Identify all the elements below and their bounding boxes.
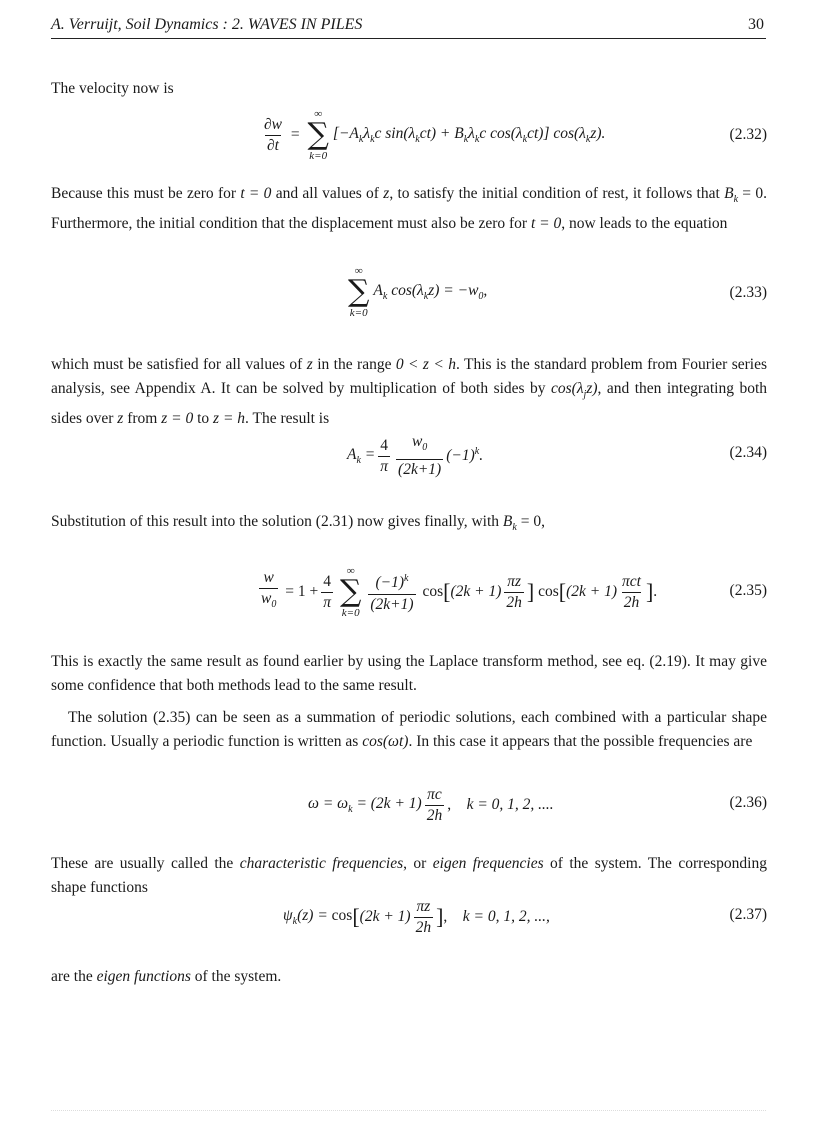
equation-number: (2.35)	[729, 582, 767, 599]
footer-divider	[51, 1110, 766, 1111]
equation-number: (2.33)	[729, 284, 767, 301]
equation-2-34	[51, 428, 767, 484]
equation-expression: [$-A_k\lambda_kc$ $\sin(\lambda_kct) + B_k\lambda_kc$ $\cos(\lambda_kct)$] $\cos(\lambda_kz)$.	[332, 124, 606, 146]
equation-body: $\frac{\partial w}{\partial t}$ = ∞ ∑ k=0 [$-A_k\lambda_kc$ $\sin(\lambda_kct) + B_k\lambda_kc$ $\cos(\lambda_kct)$] $\cos(\lambda_kz)$.	[264, 108, 606, 162]
fraction-sign-over-2k1: $\frac{(-1)^k}{(2k+1)}$	[370, 573, 414, 613]
running-header	[51, 14, 766, 39]
fraction-w-over-w0: $\frac{w}{w_0}$	[259, 569, 278, 614]
fraction-4-over-pi: $\frac{4}{\pi}$	[323, 572, 331, 611]
paragraph-periodic: The solution (2.35) can be seen as a summation of periodic solutions, each combined with a particular shape function. Usually a periodic function is written as cos(ωt). In this case it appears that the possible frequencies are	[51, 709, 767, 750]
summation-sign: ∞ ∑ k=0	[339, 565, 362, 619]
fraction-piz-over-2h: $\frac{\pi z}{2h}$	[506, 572, 522, 611]
paragraph-initial-condition: Because this must be zero for t = 0 and all values of z, to satisfy the initial condition of rest, it follows that $B_k = 0$. Furthermore, the initial condition that the displacement must also be zero for t = 0, now leads to the equation	[51, 185, 767, 233]
fraction-dw-dt: $\frac{\partial w}{\partial t}$	[264, 115, 282, 154]
fraction-pict-over-2h: $\frac{\text{πct}}{2h}$	[621, 572, 641, 611]
fraction-pic-over-2h: $\frac{\pi c}{2h}$	[426, 785, 443, 824]
equation-2-32	[51, 102, 767, 168]
summation-sign: ∞ ∑ k=0	[348, 265, 370, 319]
equation-body: $A_k$ = $\frac{4}{\pi}$ $\frac{w_0}{(2k+1)}$ $(-1)^k$.	[347, 433, 484, 478]
paragraph-laplace: This is exactly the same result as found earlier by using the Laplace transform method, see eq. (2.19). It may give some confidence that both methods lead to the same result.	[51, 653, 767, 694]
header-title: A. Verruijt, Soil Dynamics : 2. WAVES IN PILES	[51, 16, 363, 33]
equation-body: $\omega = \omega_k = (2k + 1)$ $\frac{\pi c}{2h}$ , k = 0, 1, 2, ....	[308, 785, 554, 824]
paragraph-eigen-frequencies: These are usually called the characteristic frequencies, or eigen frequencies of the system. The corresponding shape functions	[51, 855, 767, 896]
fraction-w0-over-2k1: $\frac{w_0}{(2k+1)}$	[398, 433, 442, 478]
fraction-piz-over-2h: $\frac{\pi z}{2h}$	[415, 897, 432, 936]
paragraph-substitution: Substitution of this result into the solution (2.31) now gives finally, with $B_k = 0$,	[51, 513, 545, 534]
equation-2-35	[51, 556, 767, 628]
equation-2-36	[51, 778, 767, 832]
paragraph-fourier: which must be satisfied for all values of z in the range 0 < z < h. This is the standard problem from Fourier series analysis, see Appendix A. It can be solved by multiplication of both sides by $\cos(\lambda_jz)$, and then integrating both sides over z from z = 0 to z = h. The result is	[51, 356, 768, 428]
equation-body: $\psi_k(z) = \cos$ [ (2k + 1) $\frac{\pi z}{2h}$ ] , k = 0, 1, 2, ...,	[283, 897, 550, 936]
equation-body	[344, 254, 487, 330]
equation-number: (2.37)	[729, 906, 767, 923]
fraction-4-over-pi: $\frac{4}{\pi}$	[380, 436, 389, 475]
equation-expression: $A_k$ $\cos(\lambda_kz) = -w_0$,	[373, 281, 488, 303]
equation-number: (2.32)	[729, 126, 767, 143]
equation-number: (2.34)	[729, 444, 767, 461]
page-number: 30	[748, 16, 764, 33]
paragraph-eigen-functions: are the eigen functions of the system.	[51, 968, 282, 985]
equation-2-37	[51, 890, 767, 944]
summation-sign: ∞ ∑ k=0	[307, 108, 329, 162]
paragraph-velocity: The velocity now is	[51, 80, 174, 97]
equation-2-33	[51, 254, 767, 330]
equation-number: (2.36)	[729, 794, 767, 811]
equation-body: $\frac{w}{w_0}$ = 1 + $\frac{4}{\pi}$ ∞ ∑ k=0 $\frac{(-1)^k}{(2k+1)}$ cos [ (2k + 1) $\frac{\pi z}{2h}$ ] cos [ (2k + 1) $\frac{\text{πct}}{2h}$ ] .	[261, 565, 658, 619]
